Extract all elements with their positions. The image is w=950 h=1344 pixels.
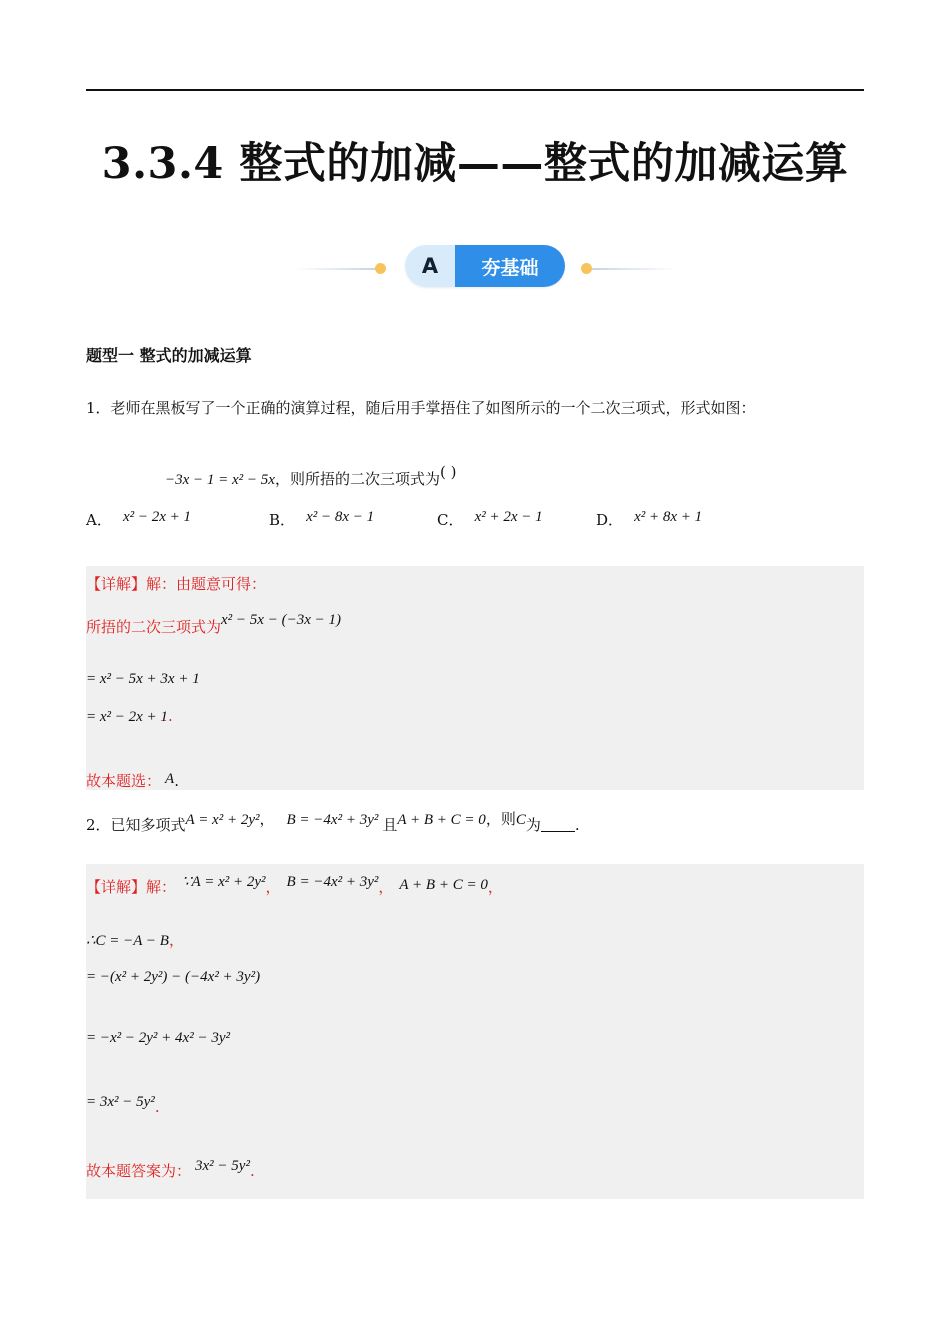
stem-math: C (515, 812, 526, 828)
solution-math: ∴C = −A − B (86, 933, 169, 949)
answer-end: . (249, 1162, 255, 1180)
q2-solution-heading (86, 870, 503, 896)
badge-dot-right (581, 263, 592, 274)
page-title: 3.3.4 整式的加减——整式的加减运算 (101, 139, 849, 189)
badge-line-left (295, 268, 375, 270)
q1-solution-box (86, 566, 864, 790)
option-expr: x² − 2x + 1 (122, 509, 191, 525)
badge-text: 夯基础 (455, 245, 565, 287)
q1-stem: 1．老师在黑板写了一个正确的演算过程，随后用手掌捂住了如图所示的一个二次三项式，形式如图： (86, 399, 756, 417)
answer-text: 故本题答案为： (86, 1162, 192, 1180)
stem-math: B = −4x² + 3y² (286, 812, 379, 828)
solution-math: = 3x² − 5y² (86, 1094, 155, 1110)
option-label: C． (437, 511, 464, 529)
q1-answer-line (86, 770, 179, 791)
option-expr: x² − 8x − 1 (306, 509, 375, 525)
q1-option-b[interactable] (269, 509, 374, 530)
solution-sep: ， (378, 878, 394, 896)
q1-equation-tail: ，则所捂的二次三项式为 (274, 470, 440, 488)
q2-step1 (86, 929, 184, 950)
stem-text: 为 (525, 816, 541, 834)
top-rule (86, 89, 864, 91)
stem-text: 且 (382, 816, 398, 834)
q1-solution-line3 (86, 706, 173, 726)
solution-math: A + B + C = 0 (399, 877, 488, 893)
stem-math: A + B + C = 0 (397, 812, 486, 828)
answer-end: . (174, 772, 179, 790)
option-expr: x² + 2x − 1 (474, 509, 543, 525)
q2-step4 (86, 1091, 160, 1116)
option-label: D． (596, 511, 624, 529)
level-badge (405, 245, 565, 287)
q1-solution-heading: 【详解】解：由题意可得： (86, 575, 267, 593)
stem-text: . (574, 816, 580, 834)
q1-solution-line1 (86, 608, 341, 636)
solution-text: 【详解】解： (86, 878, 177, 896)
option-label: B． (269, 511, 296, 529)
badge-letter: A (405, 245, 455, 287)
q1-equation: −3x − 1 = x² − 5x (165, 472, 275, 488)
stem-math: A = x² + 2y² (185, 812, 260, 828)
section-heading: 题型一 整式的加减运算 (86, 346, 252, 365)
answer-math: 3x² − 5y² (195, 1158, 250, 1174)
q2-step2: = −(x² + 2y²) − (−4x² + 3y²) (86, 969, 261, 985)
solution-end: . (154, 1098, 160, 1116)
solution-math: = x² − 2x + 1 (86, 709, 168, 725)
badge-line-right (592, 268, 677, 270)
answer-text: 故本题选： (86, 772, 162, 790)
q1-option-c[interactable] (437, 509, 543, 530)
solution-sep: ， (487, 878, 503, 896)
solution-sep: ， (265, 878, 281, 896)
stem-text: ，则 (485, 810, 516, 828)
solution-text: 所捂的二次三项式为 (86, 618, 222, 636)
option-label: A． (86, 511, 112, 529)
solution-end: ， (168, 931, 184, 949)
q2-stem (86, 808, 580, 834)
q2-step3: = −x² − 2y² + 4x² − 3y² (86, 1030, 230, 1046)
q2-answer-line (86, 1160, 255, 1181)
q1-solution-line2: = x² − 5x + 3x + 1 (86, 671, 200, 687)
badge-dot-left (375, 263, 386, 274)
stem-text: ， (259, 810, 275, 828)
q1-option-a[interactable] (86, 509, 191, 530)
answer-math: A (165, 771, 175, 787)
solution-math: B = −4x² + 3y² (286, 874, 379, 890)
q1-option-d[interactable] (596, 509, 702, 530)
q1-answer-bracket: ( ) (439, 463, 457, 481)
solution-math: x² − 5x − (−3x − 1) (221, 612, 341, 628)
stem-text: 2．已知多项式 (86, 816, 186, 834)
q1-equation-line (165, 463, 457, 489)
solution-math: ∵A = x² + 2y² (182, 874, 266, 890)
answer-blank[interactable] (541, 817, 575, 832)
option-expr: x² + 8x + 1 (634, 509, 703, 525)
solution-end: . (167, 707, 173, 725)
